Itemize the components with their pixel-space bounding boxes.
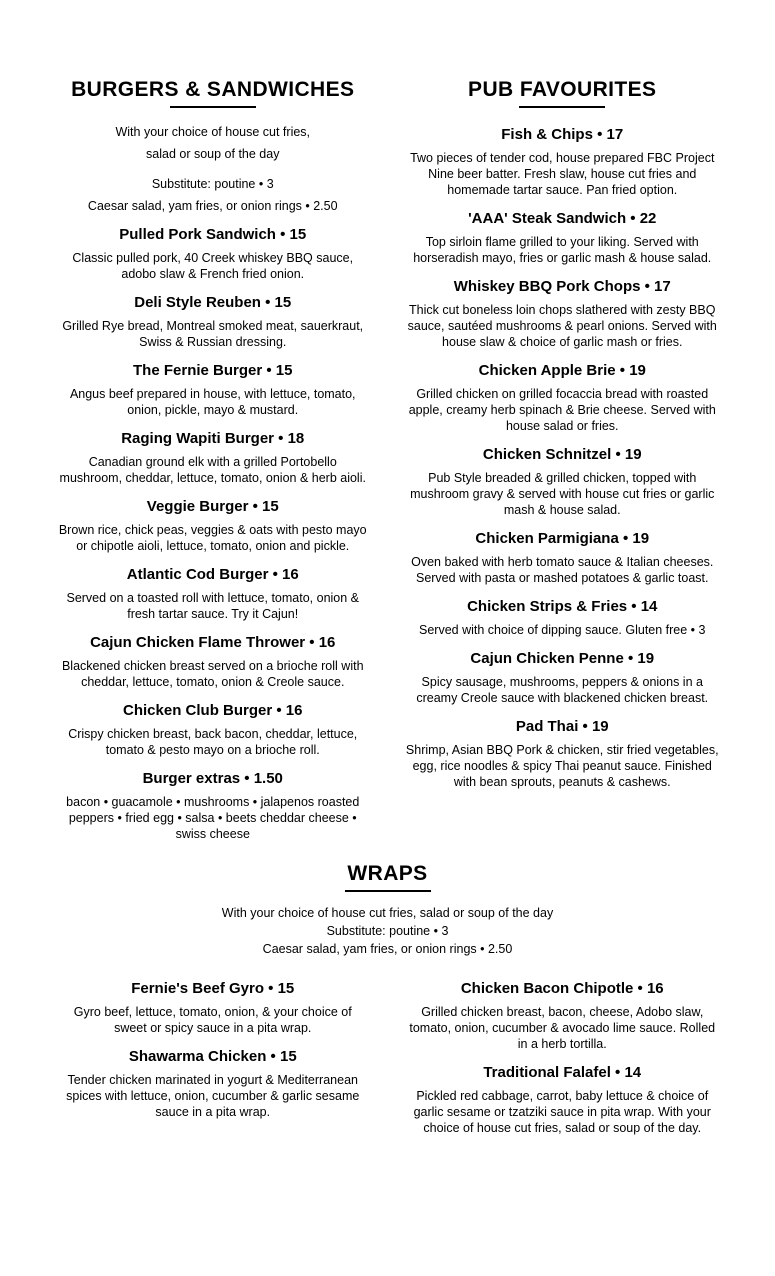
wraps-column-right xyxy=(406,968,720,1142)
menu-item-description: Two pieces of tender cod, house prepared FBC Project Nine beer batter. Fresh slaw, house cut fries and homemade tartar sauce. Pan fried option. xyxy=(410,151,715,197)
menu-item xyxy=(56,632,370,690)
menu-item-name: Chicken Apple Brie • 19 xyxy=(478,362,646,379)
menu-item xyxy=(56,768,370,842)
menu-item-description: Gyro beef, lettuce, tomato, onion, & your choice of sweet or spicy sauce in a pita wrap. xyxy=(73,1005,352,1035)
menu-item xyxy=(406,124,720,198)
menu-item-description: Grilled chicken breast, bacon, cheese, Adobo slaw, tomato, onion, cucumber & avocado lime sauce. Rolled in a herb tortilla. xyxy=(409,1005,716,1051)
menu-item-name: Deli Style Reuben • 15 xyxy=(134,294,292,311)
menu-item-name: Shawarma Chicken • 15 xyxy=(128,1048,297,1065)
menu-item-name: Traditional Falafel • 14 xyxy=(483,1064,642,1081)
menu-item xyxy=(406,596,720,638)
menu-item xyxy=(406,276,720,350)
menu-item-description: Grilled Rye bread, Montreal smoked meat, sauerkraut, Swiss & Russian dressing. xyxy=(62,319,364,349)
menu-item xyxy=(56,564,370,622)
menu-item-description: Shrimp, Asian BBQ Pork & chicken, stir fried vegetables, egg, rice noodles & spicy Thai peanut sauce. Finished with bean sprouts, peanuts & cashews. xyxy=(405,743,719,789)
menu-item-name: The Fernie Burger • 15 xyxy=(133,362,293,379)
menu-item-description: Spicy sausage, mushrooms, peppers & onions in a creamy Creole sauce with blackened chicken breast. xyxy=(416,675,709,705)
menu-item-name: Pad Thai • 19 xyxy=(515,718,609,735)
menu-item xyxy=(406,208,720,266)
menu-item-description: Classic pulled pork, 40 Creek whiskey BBQ sauce, adobo slaw & French fried onion. xyxy=(72,251,354,281)
menu-item-description: Served with choice of dipping sauce. Gluten free • 3 xyxy=(419,623,706,637)
menu-item-name: Burger extras • 1.50 xyxy=(142,770,283,787)
menu-item-description: Angus beef prepared in house, with lettuce, tomato, onion, pickle, mayo & mustard. xyxy=(69,387,356,417)
section-intro-line: Caesar salad, yam fries, or onion rings • 2.50 xyxy=(87,199,338,213)
menu-item-description: Top sirloin flame grilled to your liking. Served with horseradish mayo, fries or garlic mash & house salad. xyxy=(413,235,712,265)
menu-item-description: Brown rice, chick peas, veggies & oats with pesto mayo or chipotle aioli, lettuce, tomato, onion and pickle. xyxy=(58,523,367,553)
menu-item-description: Pickled red cabbage, carrot, baby lettuce & choice of garlic sesame or tzatziki sauce in pita wrap. With your choice of house cut fries, salad or soup of the day. xyxy=(413,1089,711,1135)
section-title-wraps: WRAPS xyxy=(347,862,428,885)
spacer xyxy=(56,168,370,176)
section-title-burgers: BURGERS & SANDWICHES xyxy=(71,78,355,101)
menu-item xyxy=(56,1046,370,1120)
section-intro-line: salad or soup of the day xyxy=(146,147,280,161)
menu-item xyxy=(406,978,720,1052)
menu-item-name: Chicken Schnitzel • 19 xyxy=(482,446,642,463)
menu-item xyxy=(406,648,720,706)
menu-item-description: Blackened chicken breast served on a brioche roll with cheddar, lettuce, tomato, onion & Creole sauce. xyxy=(61,659,364,689)
menu-item xyxy=(56,700,370,758)
menu-item-name: Chicken Parmigiana • 19 xyxy=(475,530,650,547)
menu-item xyxy=(56,360,370,418)
menu-item-description: Oven baked with herb tomato sauce & Italian cheeses. Served with pasta or mashed potatoes & garlic toast. xyxy=(411,555,714,585)
menu-item-name: Pulled Pork Sandwich • 15 xyxy=(119,226,307,243)
menu-item-description: Canadian ground elk with a grilled Portobello mushroom, cheddar, lettuce, tomato, onion & herb aioli. xyxy=(59,455,366,485)
menu-item-name: Chicken Club Burger • 16 xyxy=(123,702,303,719)
menu-item xyxy=(56,496,370,554)
menu-item-name: Veggie Burger • 15 xyxy=(146,498,279,515)
section-intro-line: With your choice of house cut fries, salad or soup of the day xyxy=(221,906,554,920)
section-title-pub-favourites: PUB FAVOURITES xyxy=(468,78,657,101)
menu-item-description: Served on a toasted roll with lettuce, tomato, onion & fresh tartar sauce. Try it Cajun! xyxy=(66,591,360,621)
section-burgers-sandwiches xyxy=(56,78,370,848)
menu-item-description: Thick cut boneless loin chops slathered with zesty BBQ sauce, sautéed mushrooms & pearl onions. Served with house slaw & choice of garlic mash or fries. xyxy=(407,303,717,349)
menu-item xyxy=(406,444,720,518)
menu-item xyxy=(56,978,370,1036)
menu-item-name: Raging Wapiti Burger • 18 xyxy=(121,430,305,447)
menu-item-description: Pub Style breaded & grilled chicken, topped with mushroom gravy & served with house cut fries or garlic mash & house salad. xyxy=(410,471,715,517)
menu-item xyxy=(56,224,370,282)
section-intro-line: With your choice of house cut fries, xyxy=(115,125,311,139)
menu-item-description: Crispy chicken breast, back bacon, cheddar, lettuce, tomato & pesto mayo on a brioche roll. xyxy=(68,727,358,757)
section-pub-favourites xyxy=(406,78,720,848)
wraps-column-left xyxy=(56,968,370,1142)
menu-item xyxy=(406,360,720,434)
menu-item-name: Whiskey BBQ Pork Chops • 17 xyxy=(453,278,671,295)
wraps-columns xyxy=(56,968,719,1142)
section-title-rule xyxy=(170,106,256,108)
menu-item-name: Chicken Strips & Fries • 14 xyxy=(467,598,658,615)
menu-item xyxy=(56,292,370,350)
section-wraps xyxy=(0,848,775,1142)
menu-item-name: Cajun Chicken Penne • 19 xyxy=(470,650,655,667)
menu-item-name: 'AAA' Steak Sandwich • 22 xyxy=(468,210,657,227)
menu-item-description: Tender chicken marinated in yogurt & Mediterranean spices with lettuce, onion, cucumber & garlic sesame sauce in a pita wrap. xyxy=(66,1073,360,1119)
menu-item-name: Chicken Bacon Chipotle • 16 xyxy=(460,980,664,997)
menu-item xyxy=(406,1062,720,1136)
menu-item-description: bacon • guacamole • mushrooms • jalapenos roasted peppers • fried egg • salsa • beets cheddar cheese • swiss cheese xyxy=(66,795,360,841)
menu-item-name: Fernie's Beef Gyro • 15 xyxy=(131,980,295,997)
section-intro-line: Substitute: poutine • 3 xyxy=(151,177,274,191)
section-title-rule xyxy=(345,890,431,892)
menu-item-name: Cajun Chicken Flame Thrower • 16 xyxy=(90,634,336,651)
menu-item xyxy=(406,528,720,586)
menu-item xyxy=(406,716,720,790)
section-title-rule xyxy=(519,106,605,108)
menu-item-name: Atlantic Cod Burger • 16 xyxy=(126,566,299,583)
menu-item xyxy=(56,428,370,486)
menu-item-name: Fish & Chips • 17 xyxy=(501,126,624,143)
section-intro-line: Substitute: poutine • 3 xyxy=(326,924,449,938)
section-intro-line: Caesar salad, yam fries, or onion rings • 2.50 xyxy=(262,942,513,956)
menu-item-description: Grilled chicken on grilled focaccia bread with roasted apple, creamy herb spinach & Brie cheese. Served with house salad or fries. xyxy=(408,387,716,433)
